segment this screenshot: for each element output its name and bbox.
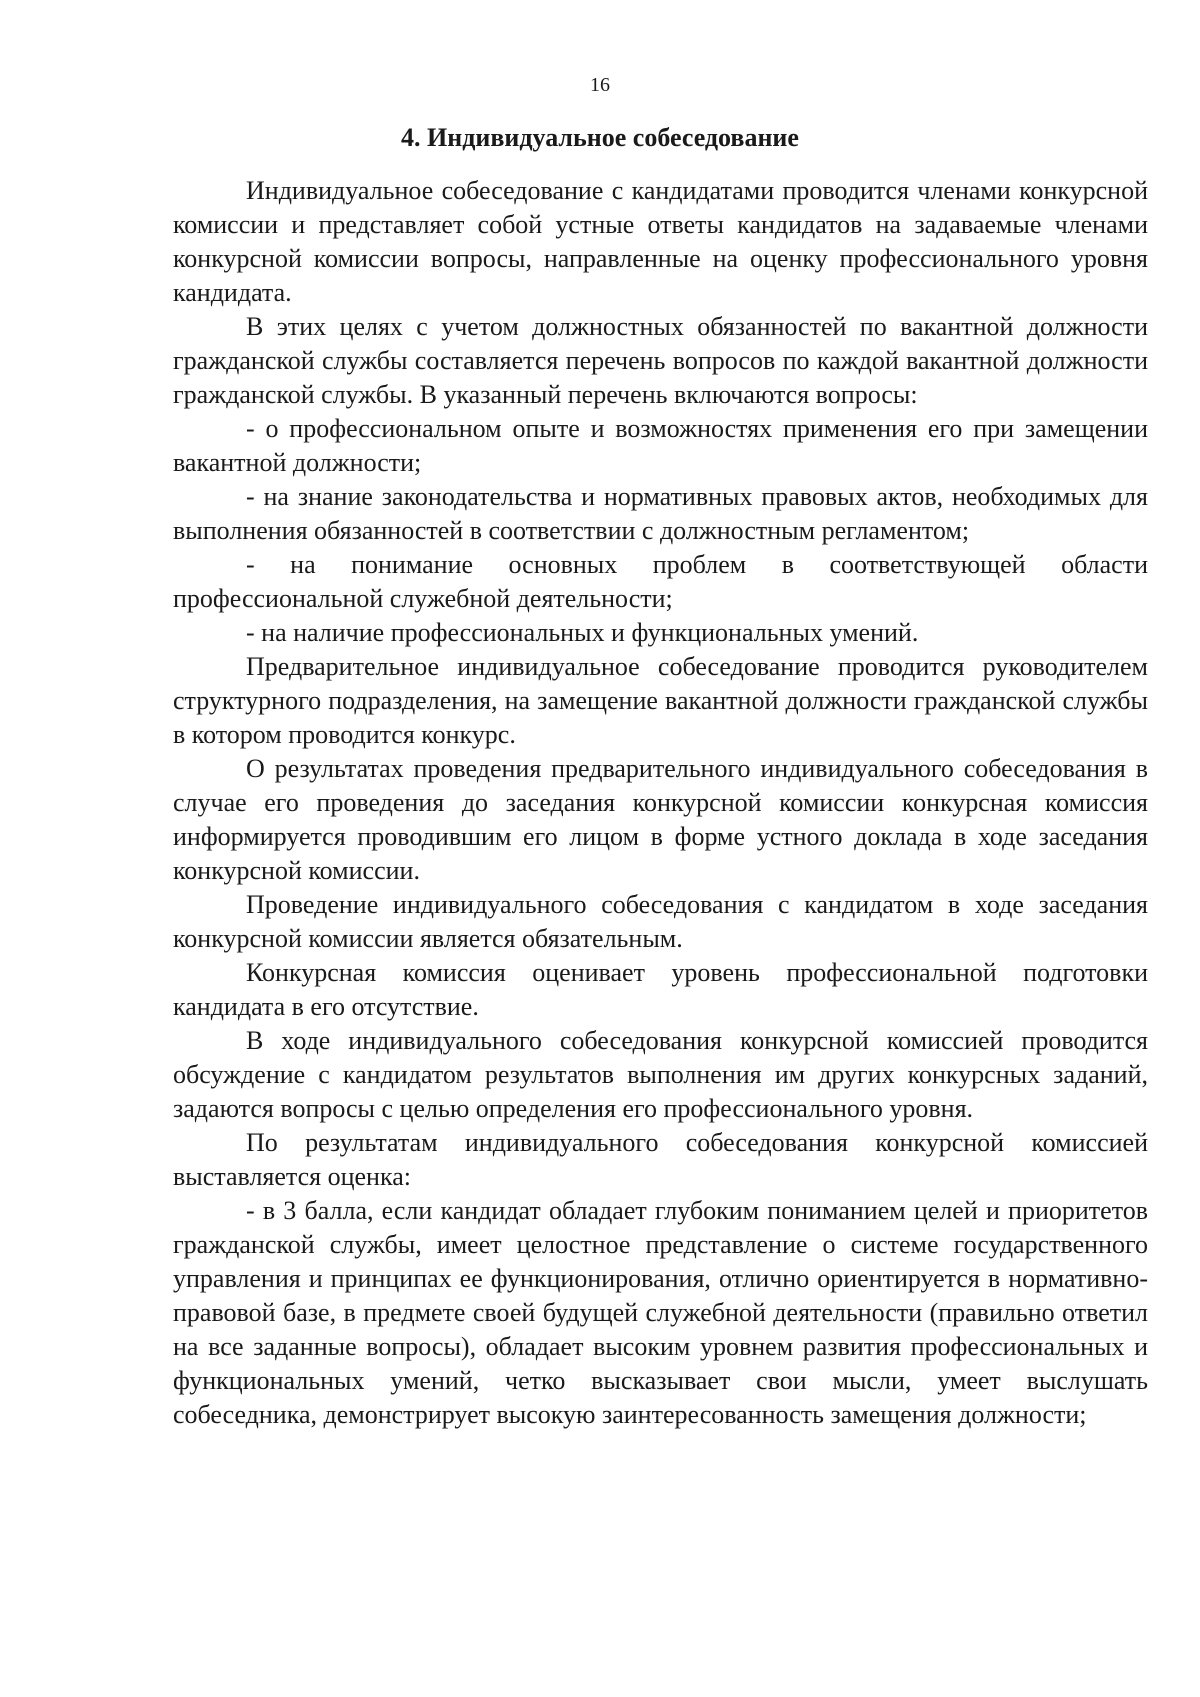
paragraph: Индивидуальное собеседование с кандидатами проводится членами конкурсной комиссии и представляет собой устные ответы кандидатов на задаваемые членами конкурсной комиссии вопросы, направленные на оценку профессионального уровня кандидата. — [173, 176, 1148, 307]
paragraph: Предварительное индивидуальное собеседование проводится руководителем структурного подразделения, на замещение вакантной должности гражданской службы в котором проводится конкурс. — [173, 652, 1148, 749]
section-title: 4. Индивидуальное собеседование — [401, 123, 799, 152]
list-item: - о профессиональном опыте и возможностях применения его при замещении вакантной должности; — [173, 414, 1148, 477]
paragraph: О результатах проведения предварительного индивидуального собеседования в случае его проведения до заседания конкурсной комиссии конкурсная комиссия информируется проводившим его лицом в форме устного доклада в ходе заседания конкурсной комиссии. — [173, 754, 1148, 885]
paragraph: По результатам индивидуального собеседования конкурсной комиссией выставляется оценка: — [173, 1128, 1148, 1191]
list-item: - на знание законодательства и нормативных правовых актов, необходимых для выполнения обязанностей в соответствии с должностным регламентом; — [173, 482, 1148, 545]
document-body — [173, 174, 1148, 1432]
list-item: - на наличие профессиональных и функциональных умений. — [246, 618, 919, 647]
paragraph: Конкурсная комиссия оценивает уровень профессиональной подготовки кандидата в его отсутствие. — [173, 958, 1148, 1021]
paragraph: В этих целях с учетом должностных обязанностей по вакантной должности гражданской службы составляется перечень вопросов по каждой вакантной должности гражданской службы. В указанный перечень включаются вопросы: — [173, 312, 1148, 409]
list-item: - в 3 балла, если кандидат обладает глубоким пониманием целей и приоритетов гражданской службы, имеет целостное представление о системе государственного управления и принципах ее функционирования, отлично ориентируется в нормативно-правовой базе, в предмете своей будущей служебной деятельности (правильно ответил на все заданные вопросы), обладает высоким уровнем развития профессиональных и функциональных умений, четко высказывает свои мысли, умеет выслушать собеседника, демонстрирует высокую заинтересованность замещения должности; — [173, 1196, 1148, 1429]
paragraph: В ходе индивидуального собеседования конкурсной комиссией проводится обсуждение с кандидатом результатов выполнения им других конкурсных заданий, задаются вопросы с целью определения его профессионального уровня. — [173, 1026, 1148, 1123]
page-number: 16 — [590, 74, 610, 96]
paragraph: Проведение индивидуального собеседования с кандидатом в ходе заседания конкурсной комиссии является обязательным. — [173, 890, 1148, 953]
list-item: - на понимание основных проблем в соответствующей области профессиональной служебной деятельности; — [173, 550, 1148, 613]
